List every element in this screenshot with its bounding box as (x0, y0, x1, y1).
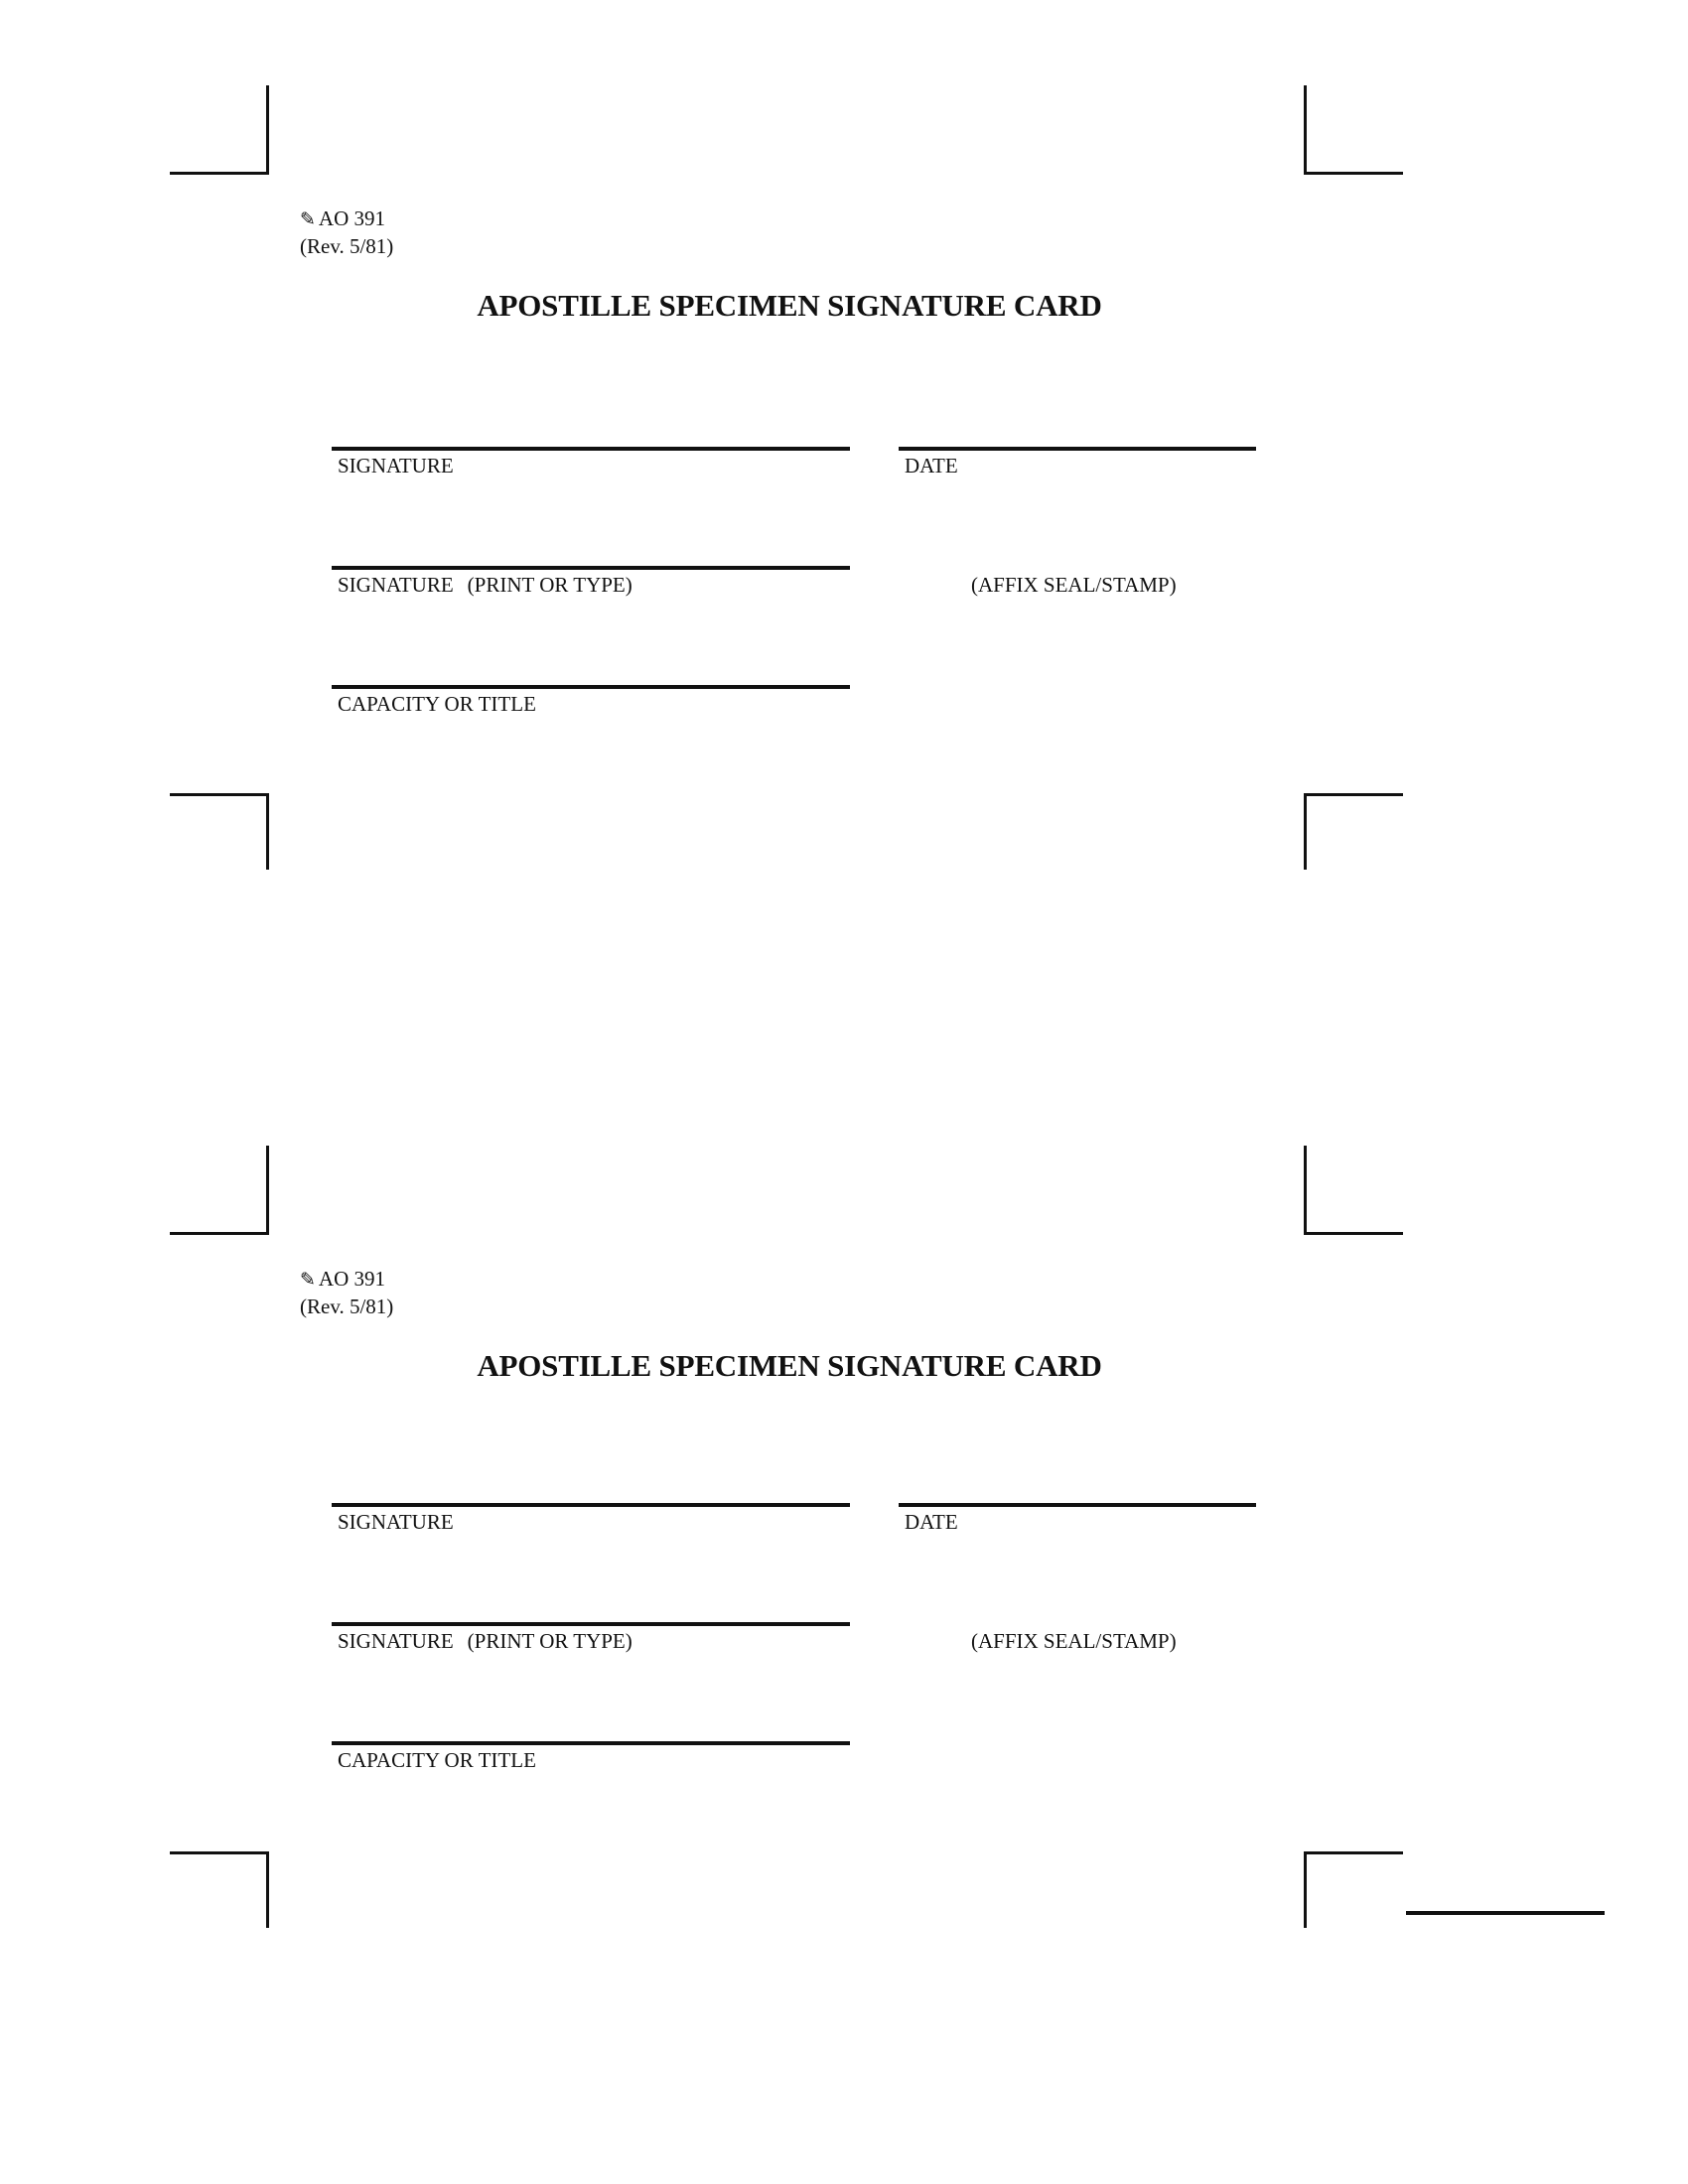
crop-mark-bottom-left (170, 793, 269, 796)
card-title: APOSTILLE SPECIMEN SIGNATURE CARD (477, 288, 1102, 323)
capacity-line[interactable] (332, 685, 850, 689)
capacity-label: CAPACITY OR TITLE (338, 1748, 536, 1772)
capacity-line[interactable] (332, 1741, 850, 1745)
signature-print-label (338, 1629, 633, 1653)
crop-mark-bottom-left (266, 1851, 269, 1928)
signature-card-2 (0, 1060, 1688, 1815)
crop-mark-top-left (266, 85, 269, 175)
pencil-icon: ✎ (300, 1269, 316, 1291)
form-identifier (300, 1266, 393, 1320)
date-line[interactable] (899, 447, 1256, 451)
seal-stamp-note: (AFFIX SEAL/STAMP) (971, 1629, 1177, 1653)
form-number-row (300, 205, 393, 233)
signature-print-line[interactable] (332, 1622, 850, 1626)
form-revision: (Rev. 5/81) (300, 234, 394, 258)
date-label: DATE (905, 1510, 958, 1534)
form-number: AO 391 (318, 206, 386, 230)
crop-mark-bottom-right (1304, 1851, 1307, 1928)
form-number-row (300, 1266, 393, 1294)
form-number: AO 391 (318, 1267, 386, 1291)
crop-mark-top-left (266, 1146, 269, 1235)
seal-stamp-note: (AFFIX SEAL/STAMP) (971, 573, 1177, 597)
date-line[interactable] (899, 1503, 1256, 1507)
capacity-label: CAPACITY OR TITLE (338, 692, 536, 716)
signature-print-label-text: SIGNATURE (338, 573, 454, 597)
crop-mark-bottom-left (266, 793, 269, 870)
signature-print-note: (PRINT OR TYPE) (467, 1629, 633, 1653)
date-label: DATE (905, 454, 958, 478)
form-revision: (Rev. 5/81) (300, 1295, 394, 1318)
crop-mark-bottom-right (1304, 793, 1403, 796)
crop-mark-bottom-right (1304, 793, 1307, 870)
form-identifier (300, 205, 393, 260)
page-footer-rule (1406, 1911, 1605, 1915)
crop-mark-bottom-left (170, 1851, 269, 1854)
crop-mark-top-left (170, 172, 269, 175)
signature-print-note: (PRINT OR TYPE) (467, 573, 633, 597)
signature-print-label-text: SIGNATURE (338, 1629, 454, 1653)
crop-mark-top-right (1304, 1146, 1307, 1235)
signature-print-label (338, 573, 633, 597)
signature-print-line[interactable] (332, 566, 850, 570)
pencil-icon: ✎ (300, 208, 316, 230)
signature-line[interactable] (332, 1503, 850, 1507)
crop-mark-top-right (1304, 85, 1307, 175)
card-title: APOSTILLE SPECIMEN SIGNATURE CARD (477, 1348, 1102, 1383)
crop-mark-top-right (1304, 172, 1403, 175)
signature-label: SIGNATURE (338, 1510, 454, 1534)
signature-label: SIGNATURE (338, 454, 454, 478)
crop-mark-top-left (170, 1232, 269, 1235)
crop-mark-bottom-right (1304, 1851, 1403, 1854)
signature-line[interactable] (332, 447, 850, 451)
crop-mark-top-right (1304, 1232, 1403, 1235)
signature-card-1 (0, 0, 1688, 754)
